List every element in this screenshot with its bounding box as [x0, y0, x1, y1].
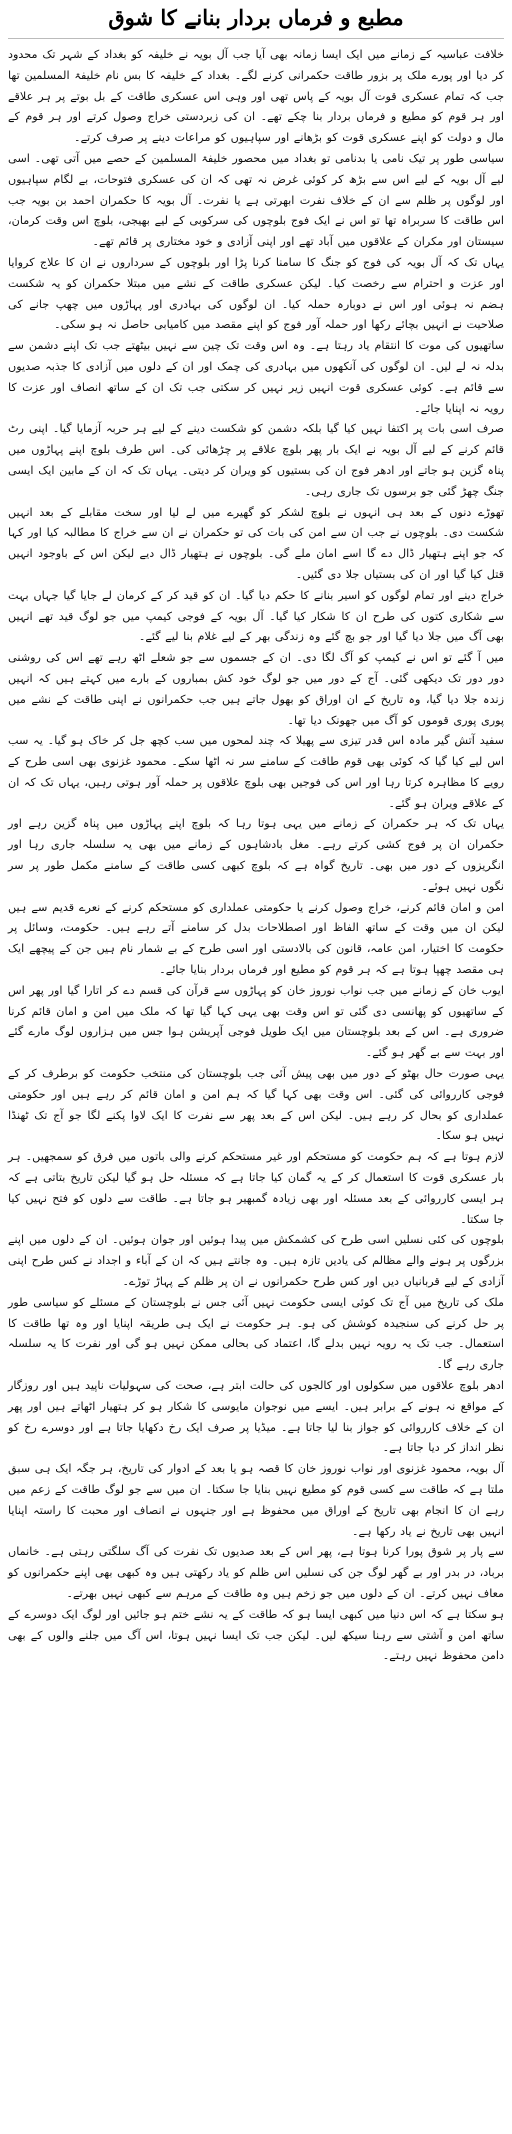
paragraph: تھوڑے دنوں کے بعد ہی انہوں نے بلوچ لشکر کو گھیرے میں لے لیا اور سخت مقابلے کے بعد انہیں شکست دی۔ بلوچوں نے جب ان سے امن کی بات کی تو حکمران نے ان سے خراج کا مطالبہ کیا اور کہا کہ جو اپنے ہتھیار ڈال دے گا اسے امان ملے گی۔ بلوچوں نے ہتھیار ڈال دیے لیکن اس کے باوجود انہیں قتل کیا گیا اور ان کی بستیاں جلا دی گئیں۔	[8, 505, 504, 581]
paragraph: ساتھیوں کی موت کا انتقام یاد رہتا ہے۔ وہ اس وقت تک چین سے نہیں بیٹھتے جب تک اپنے دشمن سے بدلہ نہ لے لیں۔ ان لوگوں کی آنکھوں میں بہادری کی چمک اور ان کے دلوں میں آزادی کا جذبہ صدیوں سے قائم ہے۔ کوئی عسکری قوت انہیں زیر نہیں کر سکتی جب تک ان کے ساتھ انصاف اور عزت کا رویہ نہ اپنایا جائے۔	[8, 339, 504, 415]
paragraph: یہاں تک کہ آل بویہ کی فوج کو جنگ کا سامنا کرنا پڑا اور بلوچوں کے سرداروں نے ان کا علاج کروایا اور عزت و احترام سے رخصت کیا۔ لیکن عسکری طاقت کے نشے میں مبتلا حکمران کو یہ شکست ہضم نہ ہوئی اور اس نے دوبارہ حملہ کیا۔ ان لوگوں کی بہادری اور پہاڑوں میں چھپ جانے کی صلاحیت نے انہیں بچائے رکھا اور حملہ آور فوج کو اپنے مقصد میں کامیابی حاصل نہ ہو سکی۔	[8, 255, 504, 332]
paragraph: ادھر بلوچ علاقوں میں سکولوں اور کالجوں کی حالت ابتر ہے، صحت کی سہولیات ناپید ہیں اور روزگار کے مواقع نہ ہونے کے برابر ہیں۔ ایسے میں نوجوان مایوسی کا شکار ہو کر ہتھیار اٹھاتے ہیں اور پھر ان کے خلاف کارروائی کو جواز بنا لیا جاتا ہے۔ میڈیا پر صرف ایک رخ دکھایا جاتا ہے اور دوسرے رخ کو نظر انداز کر دیا جاتا ہے۔	[8, 1379, 504, 1455]
newspaper-column	[8, 4, 504, 2130]
paragraph: خراج دینے اور تمام لوگوں کو اسیر بنانے کا حکم دیا گیا۔ ان کو قید کر کے کرمان لے جایا گیا جہاں بہت سے شکاری کتوں کی طرح ان کا شکار کیا گیا۔ آل بویہ کے فوجی کیمپ میں جو لوگ قید تھے انہیں بھی آگ میں جلا دیا گیا اور جو بچ گئے وہ زندگی بھر کے لیے غلام بنا لیے گئے۔	[8, 588, 504, 644]
paragraph: میں آ گئے تو اس نے کیمپ کو آگ لگا دی۔ ان کے جسموں سے جو شعلے اٹھ رہے تھے اس کی روشنی دور دور تک دیکھی گئی۔ آج کے دور میں جو لوگ خود کش بمباروں کے بارے میں کہتے ہیں کہ انہیں زندہ جلا دیا گیا، وہ تاریخ کے ان اوراق کو بھول جاتے ہیں جب حکمرانوں نے اپنی طاقت کے نشے میں پوری پوری قوموں کو آگ میں جھونک دیا تھا۔	[8, 651, 504, 727]
paragraph: صرف اسی بات پر اکتفا نہیں کیا گیا بلکہ دشمن کو شکست دینے کے لیے ہر حربہ آزمایا گیا۔ اپنی رٹ قائم کرنے کے لیے آل بویہ نے ایک بار پھر بلوچ علاقے پر چڑھائی کی۔ اس طرف بلوچ اپنے پہاڑوں میں پناہ گزین ہو جاتے اور ادھر فوج ان کی بستیوں کو ویران کر دیتی۔ یہاں تک کہ ان کے مابین ایک ایسی جنگ چھڑ گئی جو برسوں تک جاری رہی۔	[8, 422, 504, 498]
paragraph: لازم ہوتا ہے کہ ہم حکومت کو مستحکم اور غیر مستحکم کرنے والی باتوں میں فرق کو سمجھیں۔ ہر بار عسکری قوت کا استعمال کر کے یہ گمان کیا جاتا ہے کہ مسئلہ حل ہو گیا لیکن تاریخ بتاتی ہے کہ ہر ایسی کارروائی کے بعد مسئلہ اور بھی زیادہ گمبھیر ہو جاتا ہے۔ طاقت سے دلوں کو فتح نہیں کیا جا سکتا۔	[8, 1150, 504, 1226]
paragraph: امن و امان قائم کرنے، خراج وصول کرنے یا حکومتی عملداری کو مستحکم کرنے کے نعرے قدیم سے ہیں لیکن ان میں وقت کے ساتھ الفاظ اور اصطلاحات بدل کر سامنے آتے رہے ہیں۔ حکومت، وسائل پر حکومت کا اختیار، امن عامہ، قانون کی بالادستی اور اسی طرح کے بے شمار نام ہیں جن کے پیچھے ایک ہی مقصد چھپا ہوتا ہے کہ ہر قوم کو مطیع اور فرماں بردار بنایا جائے۔	[8, 900, 504, 977]
paragraph: سفید آتش گیر مادہ اس قدر تیزی سے پھیلا کہ چند لمحوں میں سب کچھ جل کر خاک ہو گیا۔ یہ سب اس لیے کیا گیا کہ کوئی بھی قوم طاقت کے سامنے سر نہ اٹھا سکے۔ محمود غزنوی بھی اسی طرح کے رویے کا مظاہرہ کرتا رہا اور اس کی فوجیں بھی بلوچ علاقوں پر حملہ آور ہوتی رہیں، یہاں تک کہ ان کے علاقے ویران ہو گئے۔	[8, 734, 504, 810]
paragraph: خلافت عباسیہ کے زمانے میں ایک ایسا زمانہ بھی آیا جب آل بویہ نے خلیفہ کو بغداد کے شہر تک محدود کر دیا اور پورے ملک پر بزور طاقت حکمرانی کرنے لگے۔ بغداد کے خلیفہ کا بس نام خلیفۃ المسلمین تھا جب کہ تمام عسکری قوت آل بویہ کے پاس تھی اور وہی اس عسکری طاقت کے بل بوتے پر ہر علاقے اور ہر قوم کو مطیع و فرماں بردار بنا چکے تھے۔ ان کی زبردستی خراج وصول کرتے اور ہر قوم کے مال و دولت کو اپنے عسکری قوت کو بڑھانے اور سپاہیوں کو مراعات دینے پر صرف کرتے۔	[8, 48, 504, 145]
paragraph: ایوب خان کے زمانے میں جب نواب نوروز خان کو پہاڑوں سے قرآن کی قسم دے کر اتارا گیا اور پھر اس کے ساتھیوں کو پھانسی دی گئی تو اس وقت بھی یہی کہا گیا تھا کہ ملک میں امن و امان قائم کرنا ضروری ہے۔ اس کے بعد بلوچستان میں ایک طویل فوجی آپریشن ہوا جس میں ہزاروں لوگ مارے گئے اور بہت سے بے گھر ہو گئے۔	[8, 983, 504, 1060]
article-body	[8, 45, 504, 1667]
paragraph: سے پار پر شوق پورا کرنا ہوتا ہے، پھر اس کے بعد صدیوں تک نفرت کی آگ سلگتی رہتی ہے۔ خانماں برباد، در بدر اور بے گھر لوگ جن کی نسلیں اس ظلم کو یاد رکھتی ہیں وہ کبھی بھی اپنے حکمرانوں کو معاف نہیں کرتے۔ ان کے دلوں میں جو زخم ہیں وہ طاقت کے مرہم سے کبھی نہیں بھرتے۔	[8, 1545, 504, 1600]
paragraph: آل بویہ، محمود غزنوی اور نواب نوروز خان کا قصہ ہو یا بعد کے ادوار کی تاریخ، ہر جگہ ایک ہی سبق ملتا ہے کہ طاقت سے کسی قوم کو مطیع نہیں بنایا جا سکتا۔ ان میں سے جو لوگ طاقت کے زعم میں رہے ان کا انجام بھی تاریخ کے اوراق میں محفوظ ہے اور جنہوں نے انصاف اور محبت کا راستہ اپنایا انہیں بھی تاریخ نے یاد رکھا ہے۔	[8, 1462, 504, 1538]
paragraph: یہی صورت حال بھٹو کے دور میں بھی پیش آئی جب بلوچستان کی منتخب حکومت کو برطرف کر کے فوجی کارروائی کی گئی۔ اس وقت بھی کہا گیا کہ ہم امن و امان قائم کر رہے ہیں اور حکومتی عملداری کو بحال کر رہے ہیں۔ لیکن اس کے بعد پھر سے نفرت کا ایک لاوا پکنے لگا جو آج تک ٹھنڈا نہیں ہو سکا۔	[8, 1067, 504, 1143]
paragraph: ملک کی تاریخ میں آج تک کوئی ایسی حکومت نہیں آئی جس نے بلوچستان کے مسئلے کو سیاسی طور پر حل کرنے کی سنجیدہ کوشش کی ہو۔ ہر حکومت نے ایک ہی طریقہ اپنایا اور وہ تھا طاقت کا استعمال۔ جب تک یہ رویہ نہیں بدلے گا، اعتماد کی بحالی ممکن نہیں ہو گی اور نفرت کا یہ سلسلہ جاری رہے گا۔	[8, 1295, 504, 1372]
title-divider	[8, 38, 504, 39]
paragraph: سیاسی طور پر تیک نامی یا بدنامی تو بغداد میں محصور خلیفۃ المسلمین کے حصے میں آتی تھی۔ اسی لیے آل بویہ کے لیے اس سے بڑھ کر کوئی غرض نہ تھی کہ ان کی عسکری فتوحات، بے لگام سپاہیوں اور لوگوں پر ظلم سے ان کے خلاف نفرت ابھرتی ہے یا نفرت۔ آل بویہ کا حکمران احمد بن بویہ جب اس طاقت کا سربراہ تھا تو اس نے ایک فوج بلوچوں کی سرکوبی کے لیے بھیجی، بلوچ اس وقت کرمان، سیستان اور مکران کے علاقوں میں آباد تھے اور اپنی آزادی و خود مختاری پر قائم تھے۔	[8, 151, 504, 249]
paragraph: ہو سکتا ہے کہ اس دنیا میں کبھی ایسا ہو کہ طاقت کے یہ نشے ختم ہو جائیں اور لوگ ایک دوسرے کے ساتھ امن و آشتی سے رہنا سیکھ لیں۔ لیکن جب تک ایسا نہیں ہوتا، اس آگ میں جلنے والوں کے بھی دامن محفوظ نہیں رہتے۔	[8, 1607, 504, 1663]
paragraph: بلوچوں کی کئی نسلیں اسی طرح کی کشمکش میں پیدا ہوئیں اور جوان ہوئیں۔ ان کے دلوں میں اپنے بزرگوں پر ہونے والے مظالم کی یادیں تازہ ہیں۔ وہ جانتے ہیں کہ ان کے آباء و اجداد نے کس طرح اپنی آزادی کے لیے قربانیاں دیں اور کس طرح حکمرانوں نے ان پر ظلم کے پہاڑ توڑے۔	[8, 1233, 504, 1289]
article-title: مطبع و فرماں بردار بنانے کا شوق	[108, 5, 404, 30]
paragraph: یہاں تک کہ ہر حکمران کے زمانے میں یہی ہوتا رہا کہ بلوچ اپنے پہاڑوں میں پناہ گزین رہے اور حکمران ان پر فوج کشی کرتے رہے۔ مغل بادشاہوں کے زمانے میں بھی یہ سلسلہ جاری رہا اور انگریزوں کے دور میں بھی۔ تاریخ گواہ ہے کہ بلوچ کبھی کسی طاقت کے سامنے مکمل طور پر سر نگوں نہیں ہوئے۔	[8, 817, 504, 893]
